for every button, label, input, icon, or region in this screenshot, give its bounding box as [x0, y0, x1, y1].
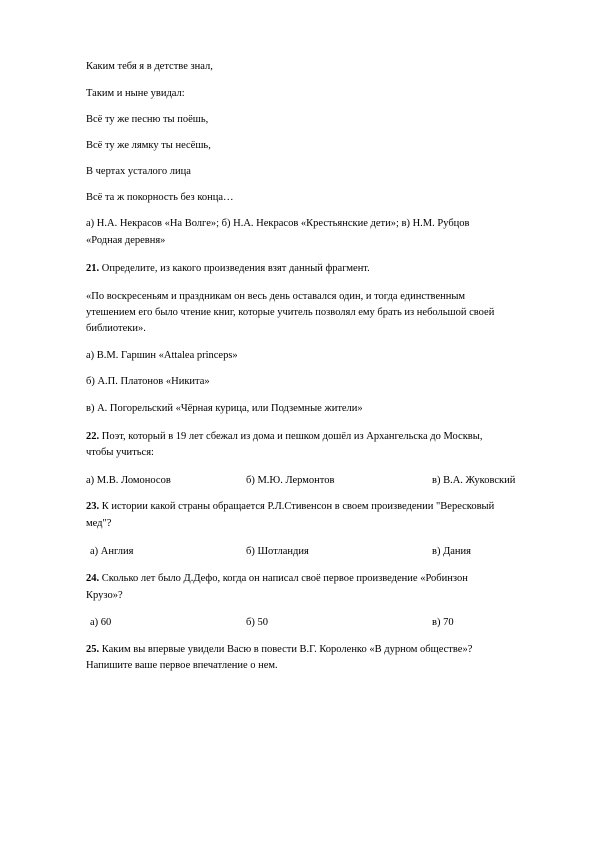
poem-line-1: Каким тебя я в детстве знал,: [86, 61, 213, 72]
q23-option-c: в) Дания: [432, 546, 471, 557]
q24-text: Сколько лет было Д.Дефо, когда он написал своё первое произведение «Робинзон: [99, 573, 468, 584]
q21-quote-line-1: «По воскресеньям и праздникам он весь день оставался один, и тогда единственным: [86, 291, 466, 302]
q22-option-b: б) М.Ю. Лермонтов: [246, 475, 335, 486]
q23-option-b: б) Шотландия: [246, 546, 309, 557]
q21-option-c: в) А. Погорельский «Чёрная курица, или Подземные жители»: [86, 403, 363, 414]
q22-number: 22.: [86, 431, 100, 442]
q22-question-line-2: чтобы учиться:: [86, 447, 154, 458]
q24-question-line-1: [86, 572, 468, 585]
q22-option-c: в) В.А. Жуковский: [432, 475, 516, 486]
q25-number: 25.: [86, 644, 100, 655]
q21-option-a: а) В.М. Гаршин «Attalea princeps»: [86, 350, 238, 361]
q20-options-line-2: «Родная деревня»: [86, 235, 166, 246]
q24-option-a: а) 60: [90, 617, 112, 628]
poem-line-4: Всё ту же лямку ты несёшь,: [86, 140, 211, 151]
poem-line-6: Всё та ж покорность без конца…: [86, 192, 234, 203]
q24-question-line-2: Крузо»?: [86, 590, 123, 601]
q21-option-b: б) А.П. Платонов «Никита»: [86, 376, 210, 387]
q23-number: 23.: [86, 501, 100, 512]
q24-option-c: в) 70: [432, 617, 454, 628]
q22-option-a: а) М.В. Ломоносов: [86, 475, 171, 486]
q21-number: 21.: [86, 263, 100, 274]
q21-quote-line-3: библиотеки».: [86, 323, 146, 334]
q24-number: 24.: [86, 573, 100, 584]
q21-question: [86, 262, 370, 275]
q22-text: Поэт, который в 19 лет сбежал из дома и пешком дошёл из Архангельска до Москвы,: [99, 431, 483, 442]
poem-line-5: В чертах усталого лица: [86, 166, 191, 177]
q24-option-b: б) 50: [246, 617, 268, 628]
q21-text: Определите, из какого произведения взят данный фрагмент.: [99, 263, 370, 274]
q23-question-line-2: мед"?: [86, 518, 112, 529]
q25-question-line-1: [86, 643, 472, 656]
q23-option-a: а) Англия: [90, 546, 134, 557]
poem-line-3: Всё ту же песню ты поёшь,: [86, 114, 209, 125]
poem-line-2: Таким и ныне увидал:: [86, 88, 185, 99]
q22-question-line-1: [86, 430, 482, 443]
q20-options-line-1: а) Н.А. Некрасов «На Волге»; б) Н.А. Некрасов «Крестьянские дети»; в) Н.М. Рубцов: [86, 218, 470, 229]
q23-question-line-1: [86, 500, 494, 513]
q25-text: Каким вы впервые увидели Васю в повести В.Г. Короленко «В дурном обществе»?: [99, 644, 473, 655]
q23-text: К истории какой страны обращается Р.Л.Стивенсон в своем произведении "Вересковый: [99, 501, 495, 512]
q21-quote-line-2: утешением его было чтение книг, которые учитель позволял ему брать из небольшой своей: [86, 307, 495, 318]
q25-question-line-2: Напишите ваше первое впечатление о нем.: [86, 660, 278, 671]
